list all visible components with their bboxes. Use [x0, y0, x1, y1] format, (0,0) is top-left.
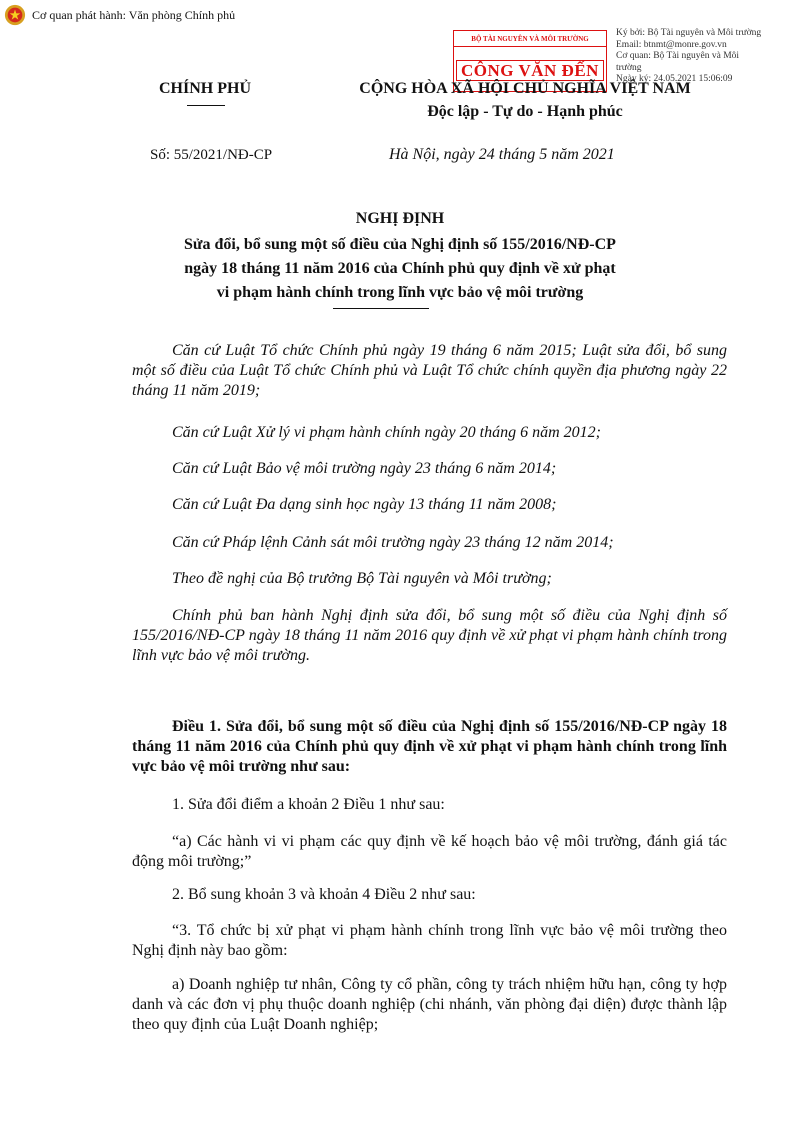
stamp-label: CÔNG VĂN ĐẾN: [456, 60, 604, 81]
body-paragraph: “3. Tổ chức bị xử phạt vi phạm hành chính trong lĩnh vực bảo vệ môi trường theo Nghị định này bao gồm:: [132, 922, 727, 959]
document-subject: [0, 233, 800, 305]
publisher-line: [0, 0, 235, 30]
subject-line: vi phạm hành chính trong lĩnh vực bảo vệ môi trường: [216, 284, 584, 301]
preamble-paragraph: Căn cứ Luật Bảo vệ môi trường ngày 23 tháng 6 năm 2014;: [172, 460, 557, 477]
preamble-paragraph: Căn cứ Luật Đa dạng sinh học ngày 13 tháng 11 năm 2008;: [172, 496, 557, 513]
body-paragraph: “a) Các hành vi vi phạm các quy định về kế hoạch bảo vệ môi trường, đánh giá tác động môi trường;”: [132, 833, 727, 870]
preamble-paragraph: Theo đề nghị của Bộ trưởng Bộ Tài nguyên và Môi trường;: [172, 570, 552, 587]
body-paragraph: 1. Sửa đổi điểm a khoản 2 Điều 1 như sau:: [172, 796, 445, 813]
place-date: Hà Nội, ngày 24 tháng 5 năm 2021: [389, 146, 615, 163]
national-title: CỘNG HÒA XÃ HỘI CHỦ NGHĨA VIỆT NAM: [359, 80, 691, 97]
stamp-organization: BỘ TÀI NGUYÊN VÀ MÔI TRƯỜNG: [454, 35, 606, 47]
subject-line: Sửa đổi, bổ sung một số điều của Nghị định số 155/2016/NĐ-CP: [184, 236, 616, 253]
signature-agency: Cơ quan: Bộ Tài nguyên và Môi: [616, 51, 740, 61]
preamble-paragraph: Căn cứ Pháp lệnh Cảnh sát môi trường ngày 23 tháng 12 năm 2014;: [172, 534, 614, 551]
document-type: NGHỊ ĐỊNH: [355, 210, 445, 227]
agency-divider: [187, 105, 225, 106]
national-motto: Độc lập - Tự do - Hạnh phúc: [427, 103, 623, 120]
preamble-paragraph: Chính phủ ban hành Nghị định sửa đổi, bổ sung một số điều của Nghị định số 155/2016/NĐ-CP ngày 18 tháng 11 năm 2016 quy định về xử phạt vi phạm hành chính trong lĩnh vực bảo vệ môi trường.: [132, 607, 727, 664]
signature-email: Email: btnmt@monre.gov.vn: [616, 39, 727, 50]
preamble-paragraph: Căn cứ Luật Tổ chức Chính phủ ngày 19 tháng 6 năm 2015; Luật sửa đổi, bổ sung một số điều của Luật Tổ chức Chính phủ và Luật Tổ chức chính quyền địa phương ngày 22 tháng 11 năm 2019;: [132, 342, 727, 399]
digital-signature-block: [616, 28, 796, 86]
body-paragraph: a) Doanh nghiệp tư nhân, Công ty cổ phần, công ty trách nhiệm hữu hạn, công ty hợp danh và các đơn vị phụ thuộc doanh nghiệp (chi nhánh, văn phòng đại diện) được thành lập theo quy định của Luật Doanh nghiệp;: [132, 976, 727, 1033]
signature-date: Ngày ký: 24.05.2021 15:06:09: [616, 74, 733, 84]
preamble-paragraph: Căn cứ Luật Xử lý vi phạm hành chính ngày 20 tháng 6 năm 2012;: [172, 424, 601, 441]
article-heading: Điều 1. Sửa đổi, bổ sung một số điều của Nghị định số 155/2016/NĐ-CP ngày 18 tháng 11 năm 2016 của Chính phủ quy định về xử phạt vi phạm hành chính trong lĩnh vực bảo vệ môi trường như sau:: [132, 718, 727, 775]
subject-line: ngày 18 tháng 11 năm 2016 của Chính phủ quy định về xử phạt: [184, 260, 616, 277]
national-emblem-icon: [4, 4, 26, 26]
document-number: Số: 55/2021/NĐ-CP: [150, 147, 273, 163]
publisher-text: Cơ quan phát hành: Văn phòng Chính phủ: [32, 7, 236, 22]
signature-signer: Ký bởi: Bộ Tài nguyên và Môi trường: [616, 28, 762, 38]
subject-divider: [333, 308, 429, 309]
body-paragraph: 2. Bổ sung khoản 3 và khoản 4 Điều 2 như sau:: [172, 886, 476, 903]
issuing-agency: CHÍNH PHỦ: [159, 80, 251, 97]
signature-agency-cont: trường: [616, 62, 642, 73]
